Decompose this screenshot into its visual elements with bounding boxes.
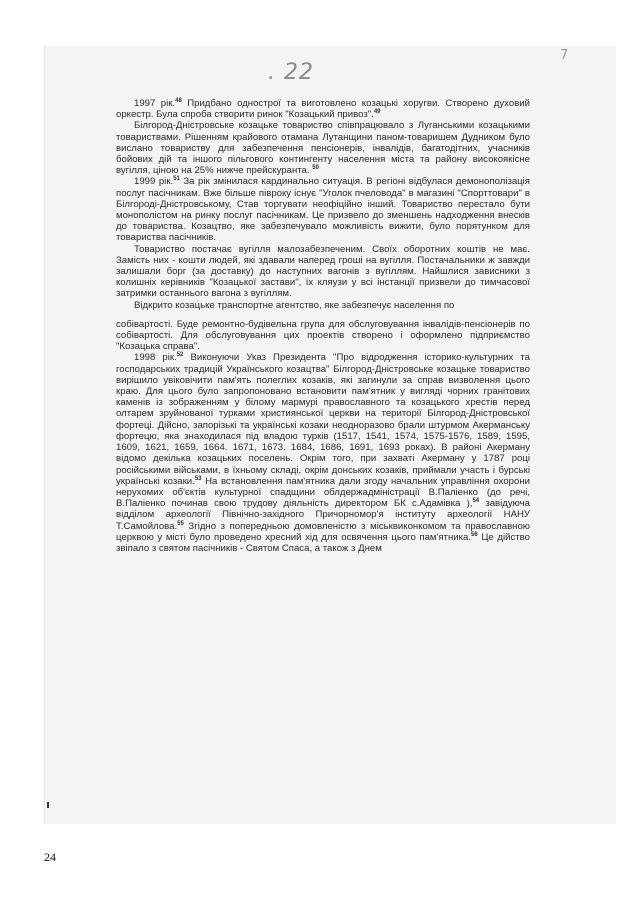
footnote-ref: 48: [175, 97, 182, 104]
text-run: Це дійство звіпало з святом пасічників - Святом Спаса, а також з Днем: [116, 531, 530, 554]
text-run: собівартості. Буде ремонтно-будівельна група для обслуговування інвалідів-пенсіонерів по собівартості. Для обслуговування цих проектів створено і оформлено підприємство "Козацька справа".: [116, 318, 530, 353]
paragraph: [116, 352, 530, 554]
paragraph: [116, 244, 530, 300]
margin-mark: [47, 802, 49, 808]
text-run: Товариство постачає вугілля малозабезпеченим. Своїх оборотних коштів не має. Замість них - кошти людей, які здавали наперед гроші на вугілля. Постачальники ж завжди залишали борг (за доставку) до наступних вагонів з вугіллям. Найшлися зависники з колишніх керівників "Козацької застави", їх кляузи у всі інстанції призвели до тимчасової затримки останнього вагона з вугіллям.: [116, 243, 530, 300]
paragraph: [116, 300, 530, 311]
text-run: Білгород-Дністровське козацьке товариство співпрацювало з Луганськими козацькими товариствами. Рішенням крайового отамана Лутанщини паном-товаришем Дудником було вислано товариству для забезпечення пенсіонерів, інвалідів, багатодітних, учасників бойових дій та іншого пільгового контингенту населення міста та району високоякісне вугілля, ціною на 25% нижче прейскуранта.: [116, 120, 530, 177]
text-run: завідуюча відділом археології Північно-західного Причорномор'я інституту археології НАНУ Т.Самойлова.: [116, 498, 531, 532]
page-number: 24: [44, 850, 56, 864]
text-run: 1998 рік.: [134, 352, 177, 364]
paragraph: [116, 98, 530, 120]
footnote-ref: 50: [312, 165, 319, 172]
document-body: [116, 98, 530, 554]
text-run: Згідно з попередньою домовленістю з міськвиконкомом та православною церквою у місті було проведено хресний хід для освячення цього пам'ятника.: [116, 520, 530, 543]
paragraph: [116, 319, 530, 353]
footnote-ref: 55: [177, 520, 184, 527]
text-run: На встановлення пам'ятника дали згоду начальник управління охорони нерухомих об'єктів культурної спадщини облдержадміністрації В.Паліенко (до речі, В.Паліенко починав свою трудову діяльність директором БК с.Адамівка ),: [116, 475, 530, 510]
footnote-ref: 51: [173, 176, 180, 183]
footnote-ref: 56: [471, 531, 478, 538]
handwritten-page-number: . 22: [268, 60, 314, 85]
text-run: Придбано однострої та виготовлено козацькі хоругви. Створено духовий оркестр. Була спроба створити ринок "Козацький привоз".: [116, 98, 531, 121]
footnote-ref: 54: [472, 497, 480, 504]
text-run: Виконуючи Указ Президента "Про відродження історико-культурних та господарських традицій Українського козацтва" Білгород-Дністровське козацьке товариство вирішило увіковічити пам'ять полеглих козаків, які загинули за справ визволення цього краю. Для цього було запропоновано встановити пам'ятник у вигляді чорних гранітових каменів із зображенням у білому мармурі православного та козацького хрестів перед олтарем зруйнованої турками християнської церкви на території Білгород-Дністровської фортеці. Дійсно, запорізькі та українські козаки неодноразово брали штурмом Акерманську фортецю, яка знаходилася під владою турків (1517, 1541, 1574, 1575-1576, 1589, 1595, 1609, 1621, 1659, 1664. 1671, 1673. 1684, 1686, 1691, 1693 роках). В районі Акерману відомо декілька козацьких поселень. Окрім того, при захваті Акерману у 1787 році російськими військами, в їхньому складі, окрім донських козаків, приймали участь і бурські українські козаки.: [116, 352, 530, 487]
footnote-ref: 52: [176, 352, 184, 359]
footnote-ref: 53: [194, 475, 202, 482]
paragraph: [116, 176, 530, 243]
footnote-ref: 49: [373, 109, 381, 116]
text-run: 1997 рік.: [134, 98, 176, 109]
text-run: Відкрито козацьке транспортне агентство, яке забезпечує населення по: [134, 299, 455, 311]
paragraph: [116, 120, 530, 176]
text-run: За рік змінилася кардинально ситуація. В регіоні відбулася демонополізація послуг пасічникам. Вже більше півроку існує "Уголок пчеловода" в магазині "Спорттовари" в Білгороді-Дністровському, Став торгувати неофіційно інший. Товариство перестало бути монополістом на ринку послуг пасічникам. Це призвело до зменшень надходження внесків до товариства. Козацтво, яке забезпечувало можливість вижити, було порятунком для товариства пасічників.: [116, 176, 530, 244]
handwritten-corner-mark: 7: [560, 48, 569, 63]
text-run: 1999 рік.: [134, 176, 174, 188]
